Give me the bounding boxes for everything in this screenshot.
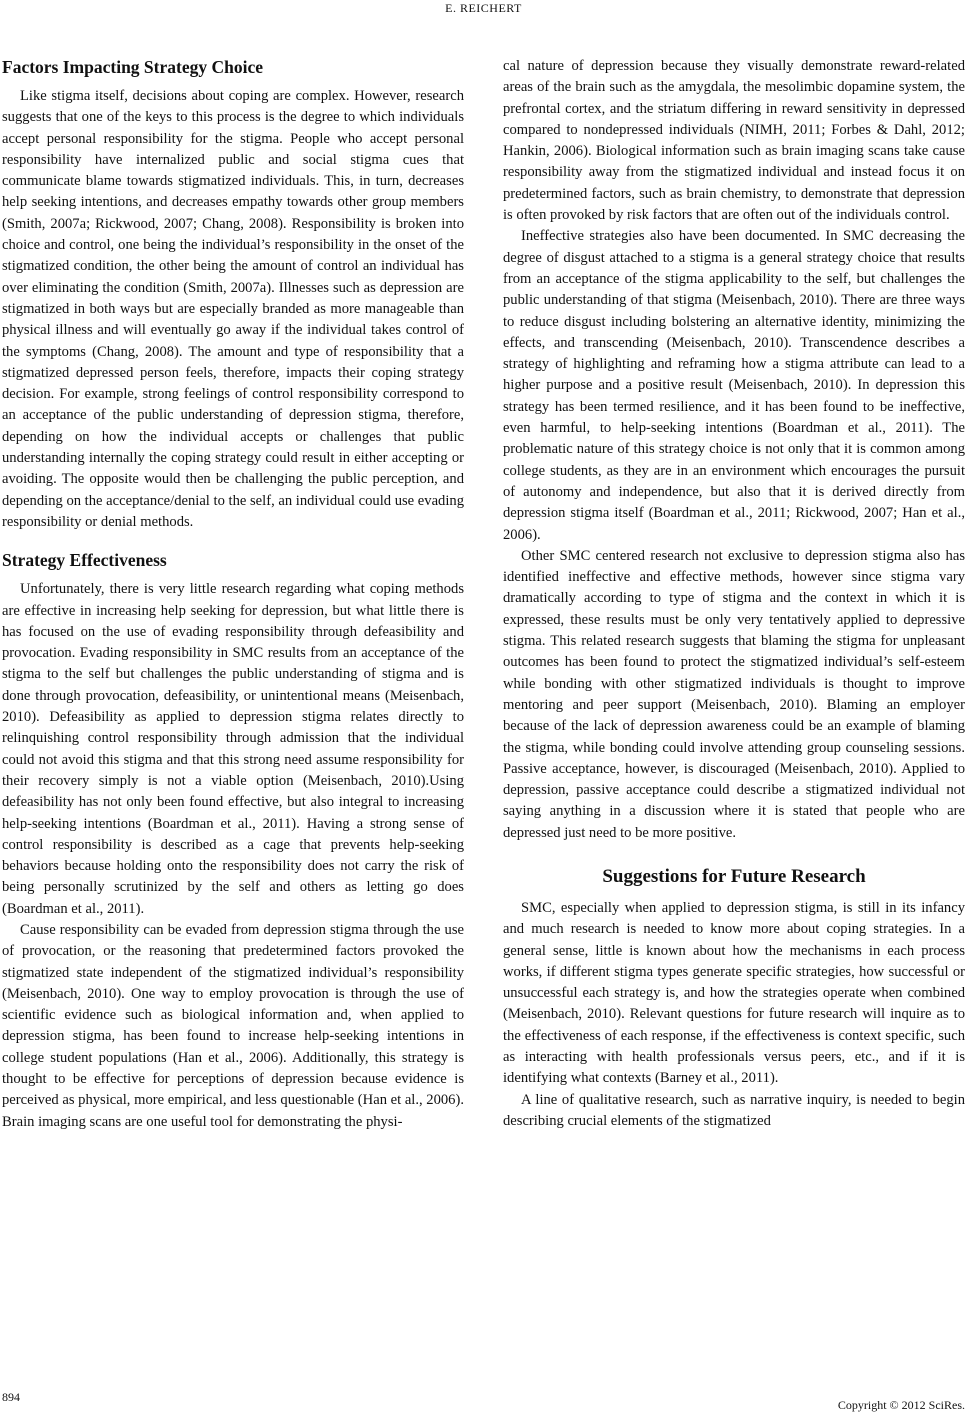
section-heading-future-research: Suggestions for Future Research <box>602 865 866 887</box>
running-head: E. REICHERT <box>445 1 522 15</box>
section-heading-strategy-effectiveness: Strategy Effectiveness <box>2 550 167 571</box>
paragraph: Unfortunately, there is very little research regarding what coping methods are effective in increasing help seeking for depression, but what little there is has focused on the use of evading responsibility through defeasibility and provocation. Evading responsibility in SMC results from an acceptance of the stigma to the self but challenges the public understanding of stigma and is done through provocation, defeasibility, or unintentional means (Meisenbach, 2010). Defeasibility as applied to depression stigma relates directly to relinquishing control responsibility through admission that the individual could not avoid this stigma and that this strong need assume responsibility for their recovery simply is not a viable option (Meisenbach, 2010).Using defeasibility has not only been found effective, but also integral to increasing help-seeking intentions (Boardman et al., 2011). Having a strong sense of control responsibility is described as a cage that prevents help-seeking behaviors because holding onto the responsibility does not carry the risk of being personally scrutinized by the self and others as letting go does (Boardman et al., 2011). <box>2 581 464 917</box>
paragraph: Ineffective strategies also have been documented. In SMC decreasing the degree of disgust attached to a stigma is a general strategy choice that results from an acceptance of the stigma applicability to the self, but challenges the public understanding of that stigma (Meisenbach, 2010). There are three ways to reduce disgust including bolstering an alternative identity, minimizing the effects, and transcending (Meisenbach, 2010). Transcendence describes a strategy of highlighting and reframing how a stigma attribute can lead to a higher purpose and a positive result (Meisenbach, 2010). In depression this strategy has been termed resilience, and it has been found to be ineffective, even harmful, to help-seeking intentions (Boardman et al., 2011). The problematic nature of this strategy choice is not only that it is common among college students, as they are in an environment which encourages the pursuit of autonomy and independence, but also that it is derived directly from depression stigma itself (Boardman et al., 2011; Rickwood, 2007; Han et al., 2006). <box>503 228 965 543</box>
paragraph: SMC, especially when applied to depression stigma, is still in its infancy and much research is needed to know more about coping strategies. In a general sense, little is known about how the mechanisms in each process works, if different stigma types generate specific strategies, how successful or unsuccessful each strategy is, and how the strategies operate when combined (Meisenbach, 2010). Relevant questions for future research will inquire as to the effectiveness of each response, if the effectiveness is context specific, such as interacting with health professionals versus peers, etc., and if it is identifying what contexts (Barney et al., 2011). <box>503 899 965 1087</box>
left-column <box>2 56 464 1133</box>
paragraph: A line of qualitative research, such as narrative inquiry, is needed to begin describing crucial elements of the stigmatized <box>503 1091 965 1129</box>
paragraph: Cause responsibility can be evaded from depression stigma through the use of provocation, or the reasoning that predetermined factors provoked the stigmatized state independent of the stigmatized individual’s responsibility (Meisenbach, 2010). One way to employ provocation is through the use of scientific evidence such as biological information and, when applied to depression stigma, has been found to increase help-seeking intentions in college student populations (Han et al., 2006). Additionally, this strategy is thought to be effective for perceptions of depression because evidence is perceived as physical, more empirical, and less questionable (Han et al., 2006). Brain imaging scans are one useful tool for demonstrating the physi- <box>2 921 464 1130</box>
paragraph-continued: cal nature of depression because they visually demonstrate reward-related areas of the brain such as the amygdala, the mesolimbic dopamine system, the prefrontal cortex, and the striatum differing in reward sensitivity in depressed compared to nondepressed individuals (NIMH, 2011; Forbes & Dahl, 2012; Hankin, 2006). Biological information such as brain imaging scans take cause responsibility away from the stigmatized individual and instead focus it on predetermined factors, such as brain chemistry, to demonstrate that depression is often provoked by risk factors that are often out of the individuals control. <box>503 58 965 224</box>
right-column <box>503 56 965 1132</box>
paragraph: Like stigma itself, decisions about coping are complex. However, research suggests that one of the keys to this process is the degree to which individuals accept personal responsibility for the stigma. People who accept personal responsibility have internalized public and social stigma cues that communicate blame towards stigmatized individuals. This, in turn, decreases help seeking intentions, and decreases empathy towards other group members (Smith, 2007a; Rickwood, 2007; Chang, 2008). Responsibility is broken into choice and control, one being the individual’s responsibility in the onset of the stigmatized condition, the other being the amount of control an individual has over eliminating the condition (Smith, 2007a). Illnesses such as depression are stigmatized in both ways but are especially branded as more manageable than physical illness and will eventually go away if the individual takes control of the symptoms (Chang, 2008). The amount and type of responsibility that a stigmatized depressed person feels, therefore, impacts their coping strategy decision. For example, strong feelings of control responsibility correspond to an acceptance of the public understanding of depression stigma, therefore, depending on how the individual accepts or challenges that public understanding internally the coping strategy could result in either accepting or avoiding. The opposite would then be challenging the public perception, and depending on the acceptance/denial to the self, an individual could use evading responsibility or denial methods. <box>2 88 464 530</box>
copyright-notice: Copyright © 2012 SciRes. <box>837 1398 965 1412</box>
page-number: 894 <box>2 1390 20 1404</box>
paragraph: Other SMC centered research not exclusive to depression stigma also has identified ineffective and effective methods, however since stigma vary dramatically according to type of stigma and the context in which it is expressed, these results must be only very tentatively applied to depressive stigma. This related research suggests that blaming the stigma for unpleasant outcomes has been found to protect the stigmatized individual’s self-esteem while bonding with other stigmatized individuals is thought to improve mentoring and peer support (Meisenbach, 2010). Blaming an employer because of the lack of depression awareness could be an example of blaming the stigma, while bonding could involve attending group counseling sessions. Passive acceptance, however, is discouraged (Meisenbach, 2010). Applied to depression, passive acceptance could describe a stigmatized individual not saying anything in a discussion where it is stated that people who are depressed just need to be more positive. <box>503 547 965 841</box>
section-heading-strategy-choice: Factors Impacting Strategy Choice <box>2 57 263 77</box>
